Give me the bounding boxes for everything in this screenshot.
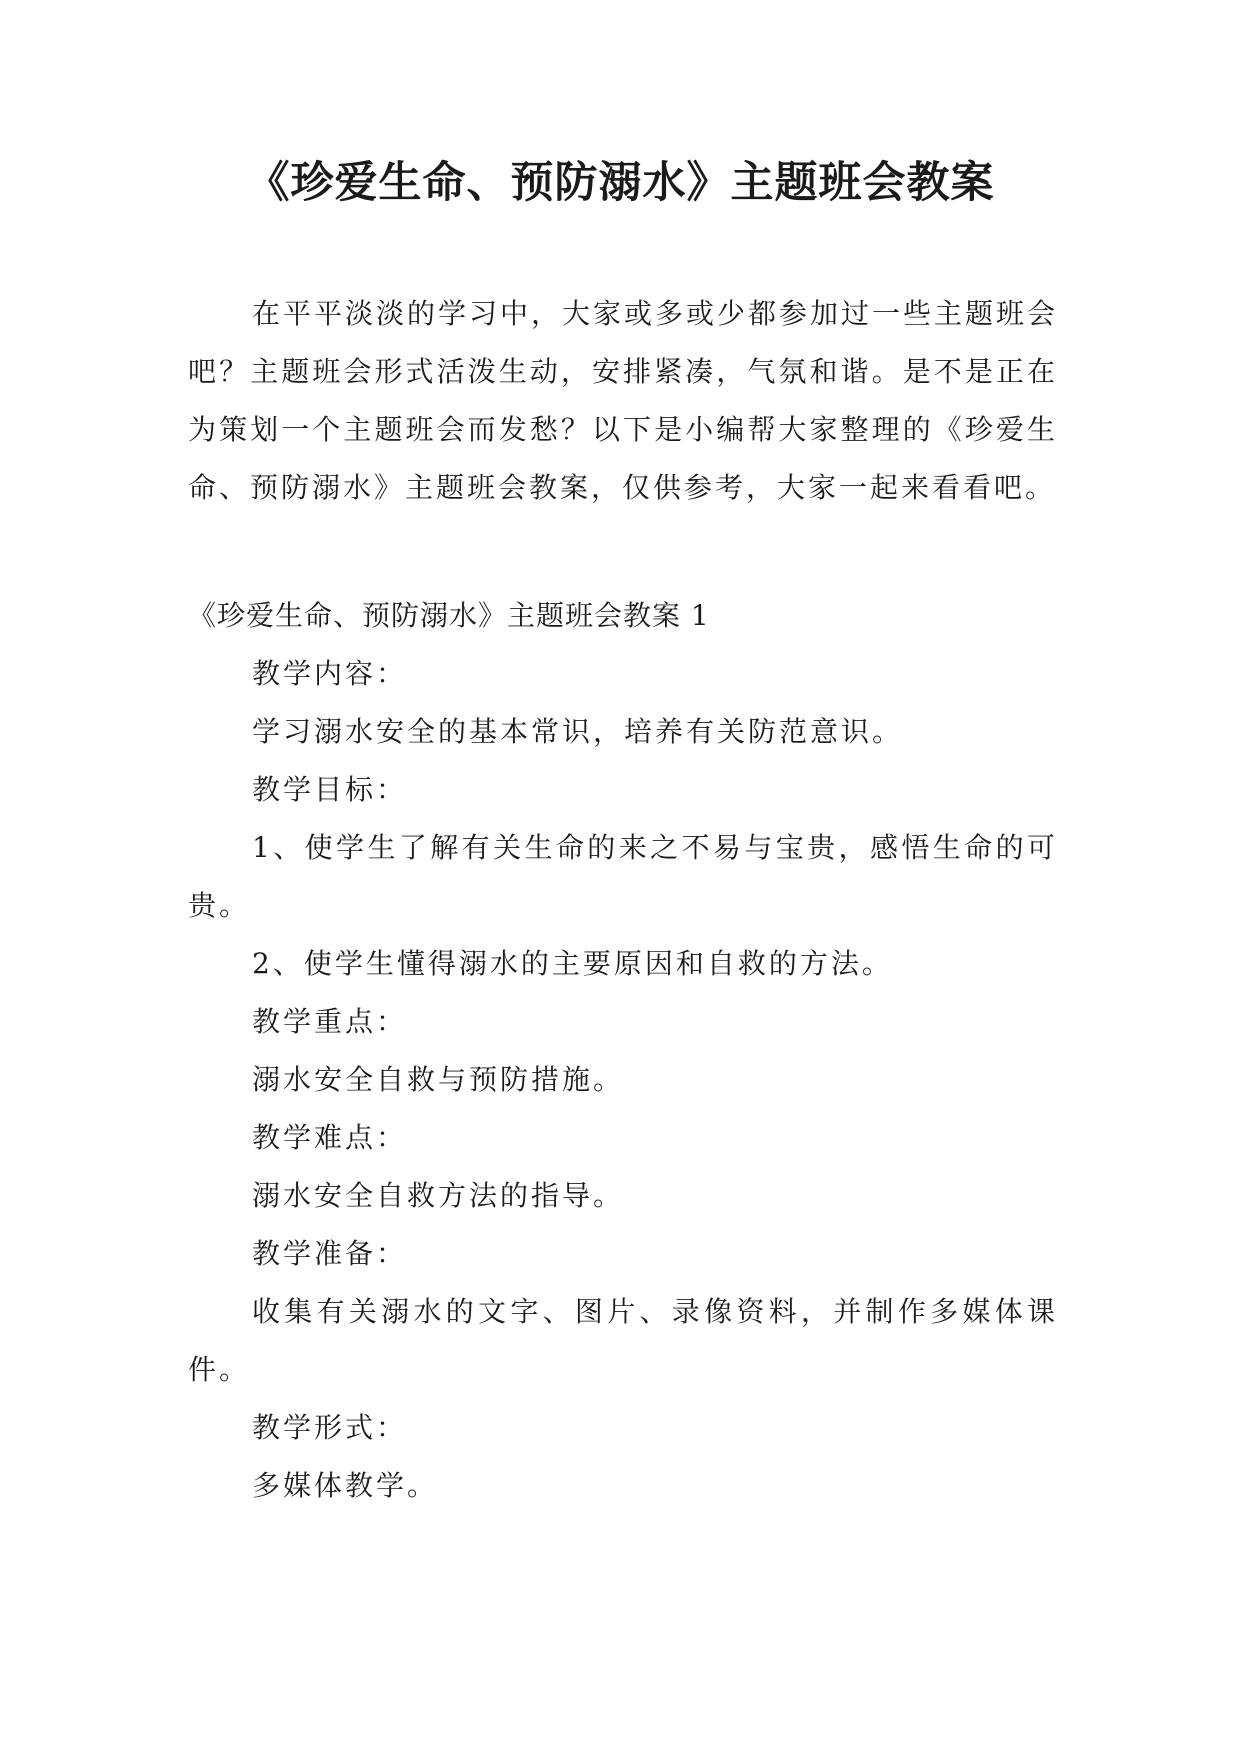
format-paragraph: 多媒体教学。 xyxy=(252,1469,439,1502)
section-label-content: 教学内容： xyxy=(252,657,408,690)
preparation-paragraph: 收集有关溺水的文字、图片、录像资料，并制作多媒体课件。 xyxy=(188,1295,1058,1386)
lesson-heading: 《珍爱生命、预防溺水》主题班会教案 1 xyxy=(188,599,710,632)
key-points-paragraph: 溺水安全自救与预防措施。 xyxy=(252,1063,625,1096)
document-body xyxy=(188,285,1058,1515)
goal-item-2: 2、使学生懂得溺水的主要原因和自救的方法。 xyxy=(252,947,893,980)
difficulties-paragraph: 溺水安全自救方法的指导。 xyxy=(252,1179,625,1212)
intro-paragraph: 在平平淡淡的学习中，大家或多或少都参加过一些主题班会吧？主题班会形式活泼生动，安排紧凑，气氛和谐。是不是正在为策划一个主题班会而发愁？以下是小编帮大家整理的《珍爱生命、预防溺水》主题班会教案，仅供参考，大家一起来看看吧。 xyxy=(188,297,1059,504)
section-label-key-points: 教学重点： xyxy=(252,1005,408,1038)
section-label-difficulties: 教学难点： xyxy=(252,1121,408,1154)
content-paragraph: 学习溺水安全的基本常识，培养有关防范意识。 xyxy=(252,715,904,748)
goal-item-1: 1、使学生了解有关生命的来之不易与宝贵，感悟生命的可贵。 xyxy=(188,831,1058,922)
document-title: 《珍爱生命、预防溺水》主题班会教案 xyxy=(246,158,995,208)
section-label-format: 教学形式： xyxy=(252,1411,408,1444)
section-label-preparation: 教学准备： xyxy=(252,1237,408,1270)
section-label-goals: 教学目标： xyxy=(252,773,408,806)
